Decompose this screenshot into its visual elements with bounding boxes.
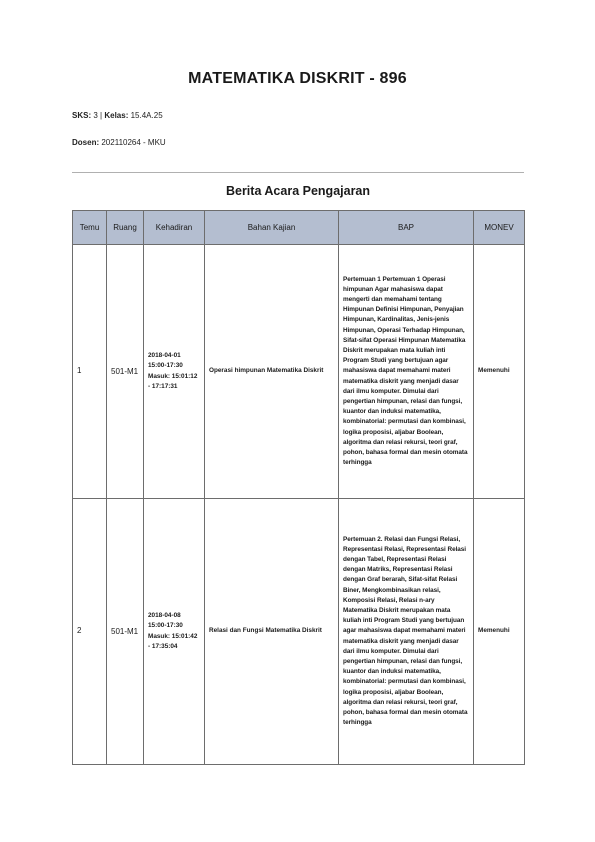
- cell-bap: Pertemuan 1 Pertemuan 1 Operasi himpunan Agar mahasiswa dapat mengerti dan memahami tentang Himpunan Definisi Himpunan, Penyajian Himpunan, Kardinalitas, Jenis-jenis Himpunan, Operasi Terhadap Himpunan, Sifat-sifat Operasi Himpunan Matematika Diskrit merupakan mata kuliah inti Program Studi yang bertujuan agar mahasiswa dapat memahami materi matematika diskrit yang menjadi dasar dari ilmu komputer. Dimulai dari pengertian himpunan, relasi dan fungsi, kuantor dan induksi matematika, kombinatorial: permutasi dan kombinasi, logika proposisi, aljabar Boolean, algoritma dan relasi rekursi, teori graf, pohon, bahasa formal dan mesin otomata terhingga: [339, 245, 474, 499]
- cell-ruang: 501-M1: [107, 499, 144, 765]
- col-header-bap: BAP: [339, 211, 474, 245]
- kelas-value: 15.4A.25: [130, 111, 163, 120]
- cell-monev: Memenuhi: [474, 499, 525, 765]
- section-title: Berita Acara Pengajaran: [225, 184, 371, 198]
- header-divider: [72, 172, 524, 173]
- cell-kehadiran: 2018-04-01 15:00-17:30 Masuk: 15:01:12 - 17:17:31: [144, 245, 205, 499]
- col-header-bahan-kajian: Bahan Kajian: [205, 211, 339, 245]
- sks-label: SKS:: [72, 111, 92, 120]
- kelas-label: Kelas:: [104, 111, 129, 120]
- meta-separator: |: [100, 111, 103, 120]
- cell-bahan-kajian: Relasi dan Fungsi Matematika Diskrit: [205, 499, 339, 765]
- cell-temu: 2: [73, 499, 107, 765]
- table-header-row: [73, 211, 525, 245]
- col-header-kehadiran: Kehadiran: [144, 211, 205, 245]
- col-header-temu: Temu: [73, 211, 107, 245]
- cell-bahan-kajian: Operasi himpunan Matematika Diskrit: [205, 245, 339, 499]
- cell-temu: 1: [73, 245, 107, 499]
- cell-bap: Pertemuan 2. Relasi dan Fungsi Relasi, Representasi Relasi, Representasi Relasi dengan Tabel, Representasi Relasi dengan Matriks, Representasi Relasi dengan Graf berarah, Sifat-sifat Relasi Biner, Mengkombinasikan relasi, Komposisi Relasi, Relasi n-ary Matematika Diskrit merupakan mata kuliah inti Program Studi yang bertujuan agar mahasiswa dapat memahami materi matematika diskrit yang menjadi dasar dari ilmu komputer. Dimulai dari pengertian himpunan, relasi dan fungsi, kuantor dan induksi matematika, kombinatorial: permutasi dan kombinasi, logika proposisi, aljabar Boolean, algoritma dan relasi rekursi, teori graf, pohon, bahasa formal dan mesin otomata terhingga: [339, 499, 474, 765]
- sks-value: 3: [93, 111, 98, 120]
- dosen-value: 202110264 - MKU: [101, 138, 166, 147]
- cell-ruang: 501-M1: [107, 245, 144, 499]
- bap-table: [72, 210, 525, 765]
- course-meta: [72, 111, 163, 120]
- dosen-label: Dosen:: [72, 138, 100, 147]
- col-header-monev: MONEV: [474, 211, 525, 245]
- page-title: MATEMATIKA DISKRIT - 896: [188, 70, 407, 87]
- cell-monev: Memenuhi: [474, 245, 525, 499]
- lecturer-meta: [72, 138, 166, 147]
- table-row: [73, 245, 525, 499]
- cell-kehadiran: 2018-04-08 15:00-17:30 Masuk: 15:01:42 - 17:35:04: [144, 499, 205, 765]
- col-header-ruang: Ruang: [107, 211, 144, 245]
- table-row: [73, 499, 525, 765]
